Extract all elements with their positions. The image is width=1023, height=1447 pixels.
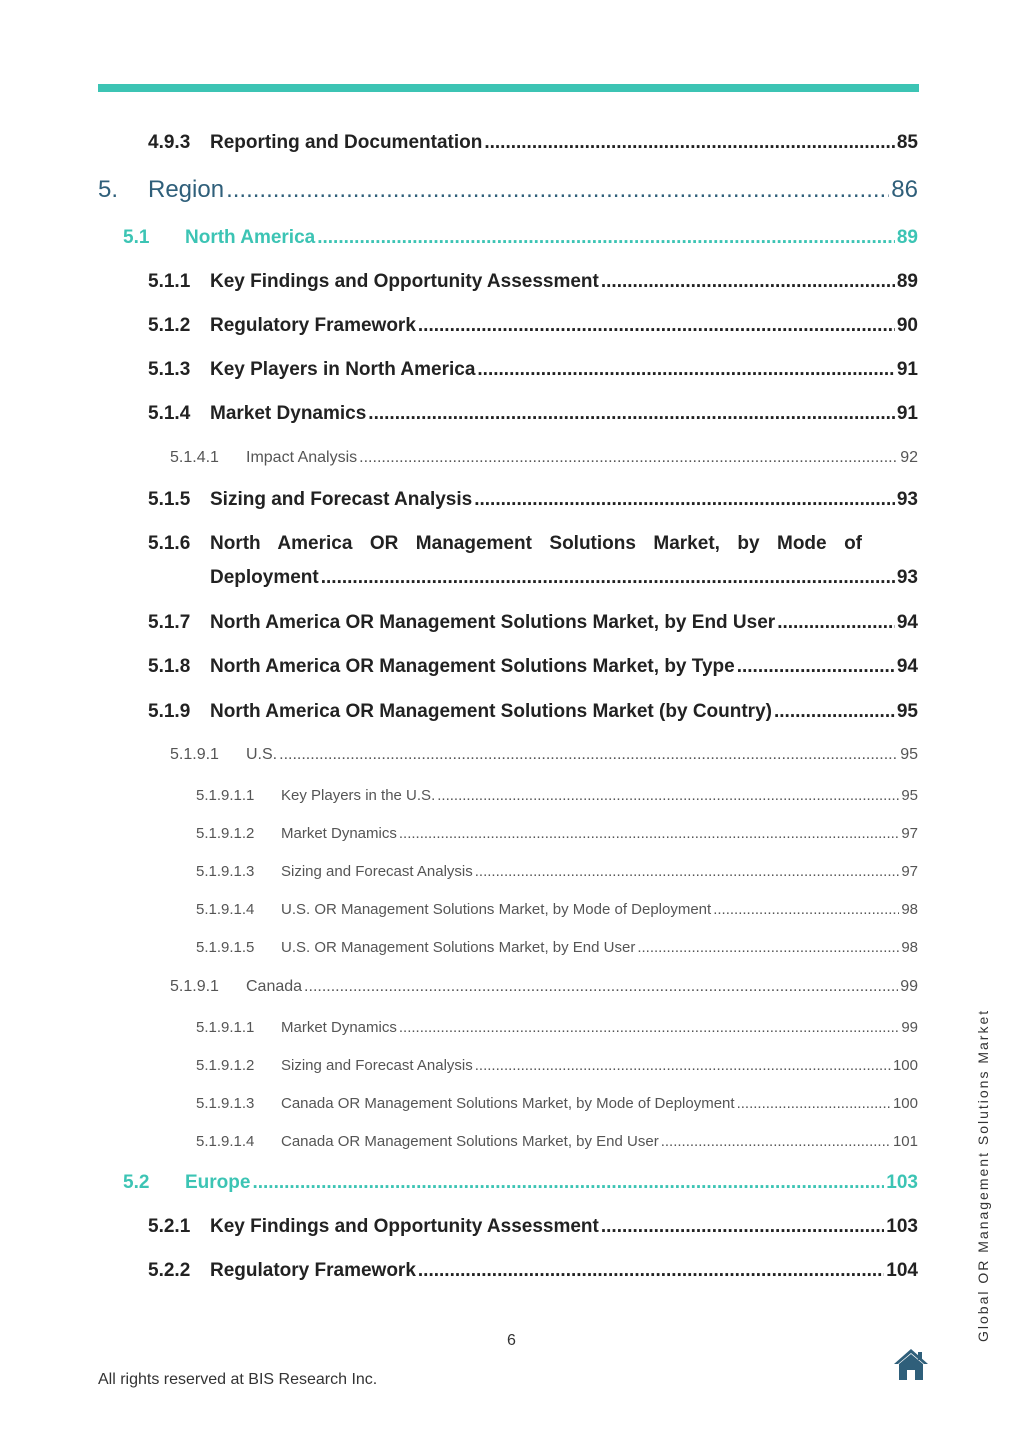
toc-entry-number: 5.1.9.1.2 [196, 1057, 255, 1074]
toc-entry-title: Sizing and Forecast Analysis [210, 489, 473, 510]
toc-entry-title: Regulatory Framework [210, 315, 416, 336]
toc-entry[interactable] [170, 978, 918, 996]
toc-entry-number: 5.1.2 [148, 315, 191, 336]
home-icon[interactable] [893, 1347, 929, 1381]
toc-entry[interactable] [148, 656, 918, 678]
toc-entry-title: Regulatory Framework [210, 1260, 416, 1281]
toc-leader-dots [477, 359, 894, 381]
toc-entry[interactable] [196, 1057, 918, 1074]
toc-entry-page: 94 [896, 656, 918, 677]
toc-entry-page: 97 [901, 825, 918, 842]
toc-entry-number: 5.1.9.1.4 [196, 901, 255, 918]
toc-leader-dots [317, 227, 895, 249]
toc-entry-number: 5.1 [123, 227, 150, 248]
toc-entry[interactable] [148, 612, 918, 634]
toc-entry-page: 89 [896, 271, 918, 292]
toc-entry-page: 98 [901, 901, 918, 918]
toc-entry-number: 5.1.9.1.4 [196, 1133, 255, 1150]
toc-entry-number: 5.1.7 [148, 612, 191, 633]
toc-entry-page: 103 [886, 1216, 918, 1237]
toc-entry-page: 101 [892, 1133, 918, 1150]
toc-leader-dots [359, 449, 898, 467]
toc-leader-dots [601, 271, 895, 293]
toc-entry[interactable] [123, 1172, 918, 1194]
toc-leader-dots [399, 825, 899, 842]
toc-entry[interactable] [170, 449, 918, 467]
toc-entry-number: 5.1.4.1 [170, 449, 219, 466]
toc-entry-title: North America [185, 227, 316, 248]
toc-entry[interactable] [196, 1019, 918, 1036]
toc-leader-dots [475, 863, 900, 880]
toc-entry-page: 91 [896, 359, 918, 380]
toc-entry-page: 86 [891, 176, 918, 203]
toc-entry[interactable] [148, 403, 918, 425]
toc-entry-number: 5.1.8 [148, 656, 191, 677]
toc-leader-dots [484, 132, 895, 154]
toc-entry-page: 93 [896, 567, 918, 588]
toc-entry-number: 5.2 [123, 1172, 150, 1193]
toc-entry-page: 103 [886, 1172, 918, 1193]
toc-leader-dots [418, 315, 895, 337]
toc-entry-title: Market Dynamics [210, 403, 367, 424]
toc-entry[interactable] [148, 1216, 918, 1238]
toc-entry-page: 100 [892, 1057, 918, 1074]
toc-entry-number: 5.1.3 [148, 359, 191, 380]
toc-entry[interactable] [148, 359, 918, 381]
toc-entry-number: 5.1.9.1 [170, 746, 219, 763]
toc-leader-dots [474, 489, 895, 511]
toc-entry-page: 94 [896, 612, 918, 633]
toc-entry-page: 95 [901, 787, 918, 804]
toc-entry-number: 5.1.9.1.3 [196, 863, 255, 880]
toc-entry-page: 91 [896, 403, 918, 424]
toc-entry-title: North America OR Management Solutions Market, by Type [210, 656, 735, 677]
toc-entry-title: Canada [246, 978, 303, 995]
toc-entry-title: Sizing and Forecast Analysis [281, 863, 473, 880]
toc-entry-title: North America OR Management Solutions Market (by Country) [210, 701, 772, 722]
toc-entry-title: Sizing and Forecast Analysis [281, 1057, 473, 1074]
toc-entry[interactable] [196, 1133, 918, 1150]
toc-entry[interactable] [123, 227, 918, 249]
toc-entry-title: Reporting and Documentation [210, 132, 483, 153]
toc-entry[interactable] [196, 1095, 918, 1112]
toc-leader-dots [226, 176, 889, 204]
toc-entry-page: 99 [901, 1019, 918, 1036]
toc-entry[interactable] [98, 176, 918, 204]
toc-entry-number: 5.1.9.1 [170, 978, 219, 995]
toc-entry-title: Europe [185, 1172, 251, 1193]
toc-entry-number: 5.1.1 [148, 271, 191, 292]
toc-entry-page: 90 [896, 315, 918, 336]
toc-entry-page: 98 [901, 939, 918, 956]
toc-entry-number: 5.1.9 [148, 701, 191, 722]
toc-leader-dots [713, 901, 899, 918]
toc-leader-dots [368, 403, 895, 425]
toc-leader-dots [737, 1095, 891, 1112]
toc-entry-title: North America OR Management Solutions Market, by Mode of [210, 533, 862, 554]
toc-entry[interactable] [196, 825, 918, 842]
toc-leader-dots [321, 567, 895, 589]
toc-entry-title: Region [148, 176, 225, 203]
toc-entry-number: 5.1.9.1.1 [196, 1019, 255, 1036]
toc-entry-title: Key Players in the U.S. [281, 787, 436, 804]
toc-leader-dots [661, 1133, 891, 1150]
toc-entry-page: 89 [896, 227, 918, 248]
toc-entry-page: 93 [896, 489, 918, 510]
toc-entry-title: U.S. OR Management Solutions Market, by End User [281, 939, 636, 956]
toc-leader-dots [737, 656, 895, 678]
toc-entry-number: 5. [98, 176, 119, 203]
page-number: 6 [507, 1332, 516, 1349]
toc-entry[interactable] [148, 701, 918, 723]
toc-leader-dots [279, 746, 898, 764]
toc-leader-dots [252, 1172, 884, 1194]
toc-entry-number: 5.1.9.1.1 [196, 787, 255, 804]
toc-entry-number: 5.1.9.1.2 [196, 825, 255, 842]
toc-entry[interactable] [148, 533, 918, 589]
toc-entry-title-continued: Deployment [210, 567, 319, 588]
toc-entry-number: 5.1.5 [148, 489, 191, 510]
toc-entry[interactable] [196, 939, 918, 956]
toc-entry-title: Canada OR Management Solutions Market, by Mode of Deployment [281, 1095, 735, 1112]
toc-entry-title: Market Dynamics [281, 825, 397, 842]
toc-entry-title: Impact Analysis [246, 449, 358, 466]
toc-entry[interactable] [196, 901, 918, 918]
toc-entry[interactable] [148, 1260, 918, 1282]
toc-entry-number: 4.9.3 [148, 132, 191, 153]
toc-entry-page: 85 [896, 132, 918, 153]
toc-entry-page: 95 [900, 746, 918, 763]
toc-entry-title: Key Findings and Opportunity Assessment [210, 271, 599, 292]
side-report-title: Global OR Management Solutions Market [975, 1008, 991, 1342]
toc-entry[interactable] [148, 132, 918, 154]
toc-entry-page: 92 [900, 449, 918, 466]
toc-entry[interactable] [148, 489, 918, 511]
toc-entry-title: U.S. [246, 746, 278, 763]
toc-entry[interactable] [196, 863, 918, 880]
toc-leader-dots [774, 701, 895, 723]
toc-leader-dots [601, 1216, 884, 1238]
toc-entry-number: 5.1.9.1.5 [196, 939, 255, 956]
toc-entry-number: 5.1.6 [148, 533, 191, 554]
toc-entry[interactable] [148, 271, 918, 293]
toc-entry-page: 99 [900, 978, 918, 995]
toc-entry[interactable] [148, 315, 918, 337]
toc-entry-page: 104 [886, 1260, 918, 1281]
toc-entry[interactable] [196, 787, 918, 804]
toc-leader-dots [637, 939, 899, 956]
toc-entry-title: Key Findings and Opportunity Assessment [210, 1216, 599, 1237]
footer-copyright: All rights reserved at BIS Research Inc. [98, 1371, 378, 1388]
toc-leader-dots [437, 787, 899, 804]
toc-entry[interactable] [170, 746, 918, 764]
toc-leader-dots [777, 612, 895, 634]
toc-leader-dots [399, 1019, 899, 1036]
toc-entry-title: Key Players in North America [210, 359, 476, 380]
toc-entry-page: 95 [896, 701, 918, 722]
toc-entry-title: Canada OR Management Solutions Market, by End User [281, 1133, 659, 1150]
toc-entry-title: U.S. OR Management Solutions Market, by Mode of Deployment [281, 901, 712, 918]
toc-entry-title: Market Dynamics [281, 1019, 397, 1036]
toc-entry-number: 5.2.2 [148, 1260, 191, 1281]
toc-entry-number: 5.2.1 [148, 1216, 191, 1237]
toc-entry-page: 100 [892, 1095, 918, 1112]
toc-entry-number: 5.1.9.1.3 [196, 1095, 255, 1112]
toc-entry-page: 97 [901, 863, 918, 880]
toc-entry-number: 5.1.4 [148, 403, 191, 424]
toc-entry-title: North America OR Management Solutions Market, by End User [210, 612, 776, 633]
toc-leader-dots [475, 1057, 891, 1074]
toc-leader-dots [304, 978, 898, 996]
toc-leader-dots [418, 1260, 884, 1282]
